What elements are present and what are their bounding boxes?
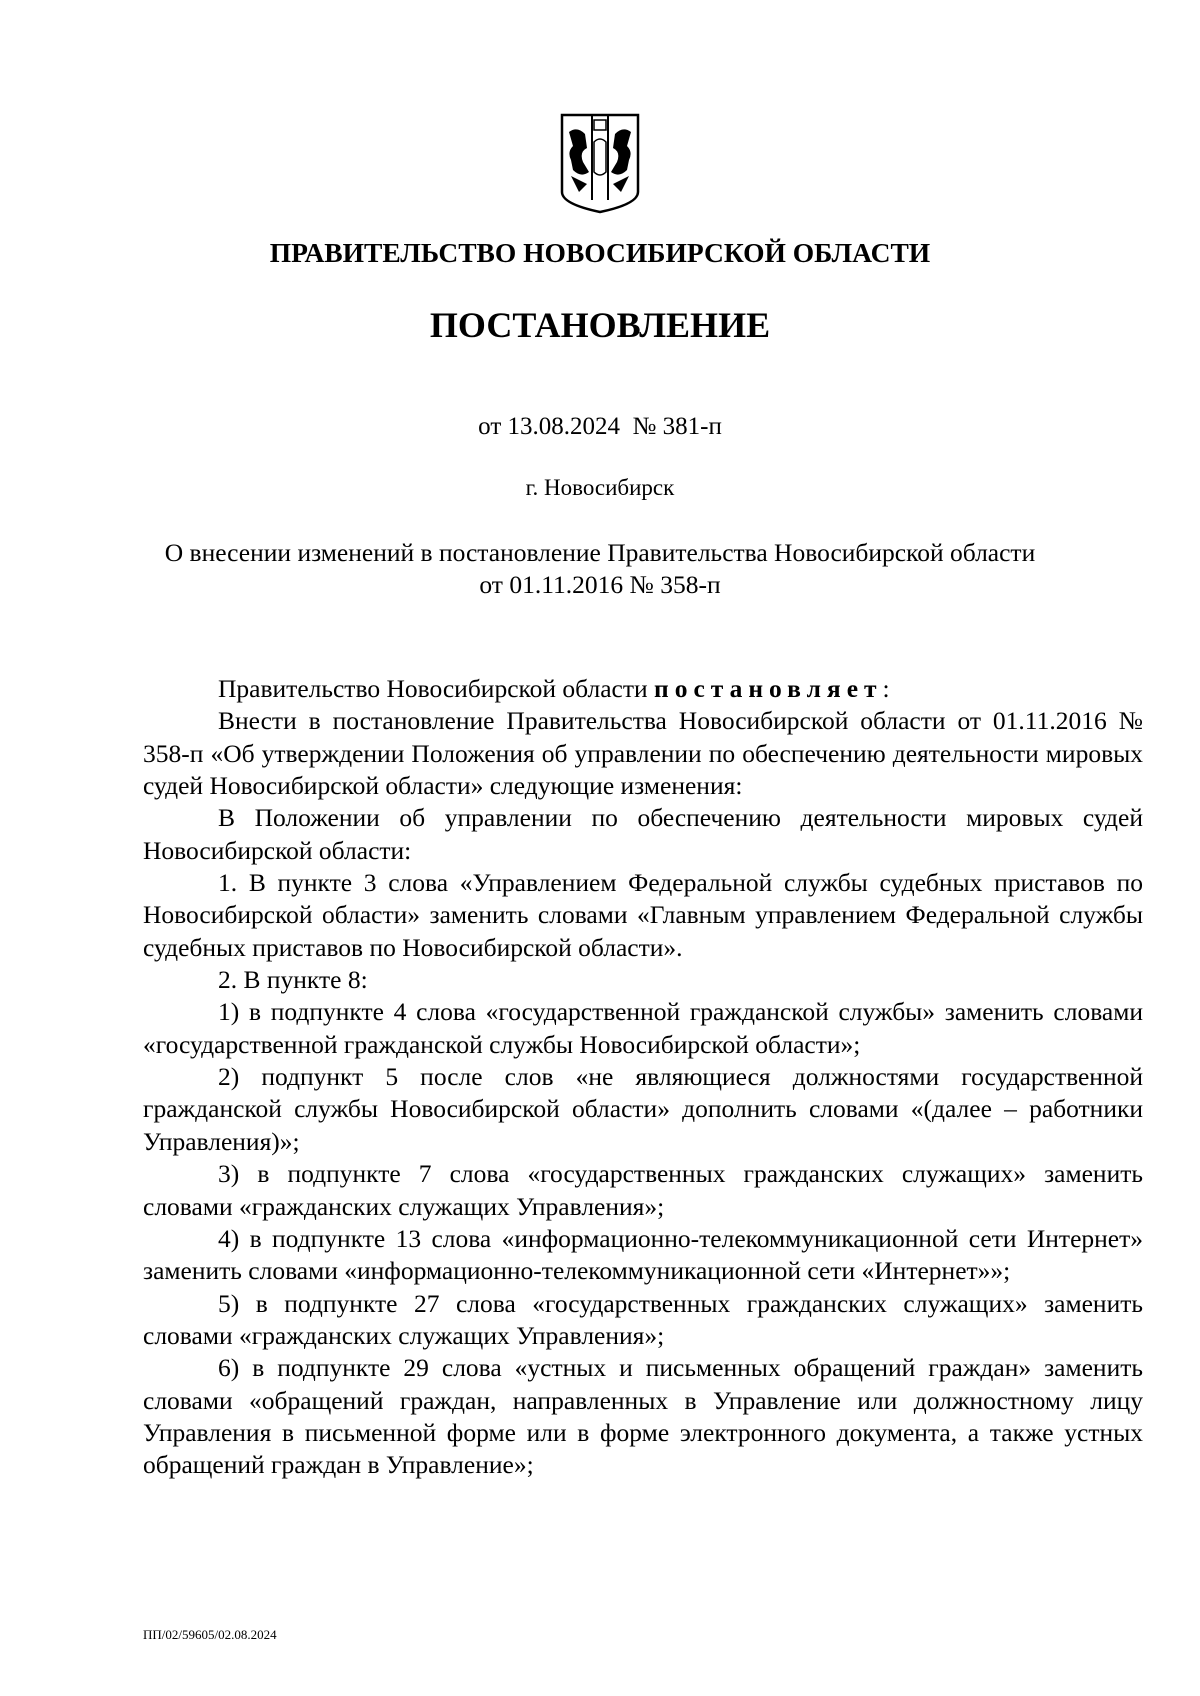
document-city: г. Новосибирск: [525, 475, 675, 500]
document-subject: [0, 537, 1200, 601]
resolves-suffix: :: [882, 674, 890, 703]
preamble-paragraph: [143, 673, 1143, 705]
organization-title: ПРАВИТЕЛЬСТВО НОВОСИБИРСКОЙ ОБЛАСТИ: [269, 237, 931, 268]
document-type-title: ПОСТАНОВЛЕНИЕ: [429, 305, 771, 345]
resolves-word: постановляет: [654, 674, 883, 703]
coat-of-arms-icon: [559, 112, 641, 214]
document-body: [143, 673, 1143, 1482]
body-paragraph: 2) подпункт 5 после слов «не являющиеся должностями государственной гражданской службы Новосибирской области» дополнить словами «(далее – работники Управления)»;: [143, 1062, 1143, 1156]
body-paragraph: 4) в подпункте 13 слова «информационно-телекоммуникационной сети Интернет» заменить словами «информационно-телекоммуникационной сети «Интернет»»;: [143, 1223, 1143, 1286]
body-paragraph: 6) в подпункте 29 слова «устных и письменных обращений граждан» заменить словами «обращений граждан, направленных в Управление или должностному лицу Управления в письменной форме или в форме электронного документа, а также устных обращений граждан в Управление»;: [143, 1353, 1143, 1480]
body-paragraph: 1) в подпункте 4 слова «государственной гражданской службы» заменить словами «государственной гражданской службы Новосибирской области»;: [143, 997, 1143, 1059]
body-paragraph: 5) в подпункте 27 слова «государственных гражданских служащих» заменить словами «гражданских служащих Управления»;: [143, 1288, 1143, 1350]
subject-line-1: О внесении изменений в постановление Правительства Новосибирской области: [164, 538, 1036, 567]
document-code-footer: ПП/02/59605/02.08.2024: [143, 1627, 277, 1642]
date-number-text: от 13.08.2024 № 381-п: [478, 413, 722, 440]
subject-line-2: от 01.11.2016 № 358-п: [479, 570, 721, 599]
body-paragraph: 1. В пункте 3 слова «Управлением Федеральной службы судебных приставов по Новосибирской области» заменить словами «Главным управлением Федеральной службы судебных приставов по Новосибирской области».: [143, 868, 1143, 962]
document-date-number: [0, 413, 1200, 441]
preamble-text: Правительство Новосибирской области: [218, 674, 648, 703]
body-paragraph: В Положении об управлении по обеспечению деятельности мировых судей Новосибирской области:: [143, 803, 1143, 865]
body-paragraph: 2. В пункте 8:: [218, 965, 368, 995]
body-paragraph: 3) в подпункте 7 слова «государственных гражданских служащих» заменить словами «гражданских служащих Управления»;: [143, 1159, 1143, 1221]
body-paragraph: Внести в постановление Правительства Новосибирской области от 01.11.2016 № 358-п «Об утверждении Положения об управлении по обеспечению деятельности мировых судей Новосибирской области» следующие изменения:: [143, 706, 1143, 801]
